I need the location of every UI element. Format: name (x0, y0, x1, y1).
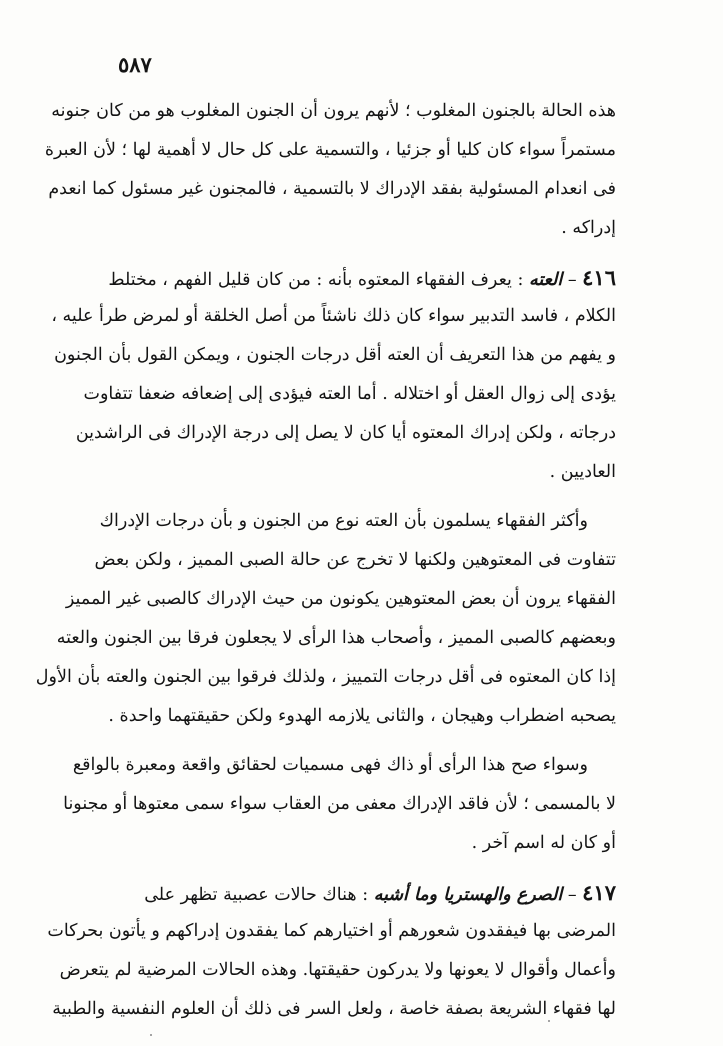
print-speck (150, 1034, 152, 1036)
text-line: وبعضهم كالصبى المميز ، وأصحاب هذا الرأى لا يجعلون فرقا بين الجنون والعته (56, 628, 616, 648)
text-line: و يفهم من هذا التعريف أن العته أقل درجات الجنون ، ويمكن القول بأن الجنون (54, 345, 616, 365)
section-heading-text: : هناك حالات عصبية تظهر على (144, 885, 369, 905)
text-line: درجاته ، ولكن إدراك المعتوه أيا كان لا يصل إلى درجة الإدراك فى الراشدين (75, 423, 616, 443)
text-line: إذا كان المعتوه فى أقل درجات التمييز ، ولذلك فرقوا بين الجنون والعته بأن الأول (35, 667, 616, 687)
section-term: العته (528, 270, 563, 290)
text-line: وأكثر الفقهاء يسلمون بأن العته نوع من الجنون و بأن درجات الإدراك (99, 511, 588, 531)
text-line: لها فقهاء الشريعة بصفة خاصة ، ولعل السر فى ذلك أن العلوم النفسية والطبية (52, 999, 616, 1019)
text-line: فى انعدام المسئولية بفقد الإدراك لا بالتسمية ، فالمجنون غير مسئول كما انعدم (48, 179, 616, 199)
text-line: أو كان له اسم آخر . (471, 833, 616, 853)
page-number: ٥٨٧ (118, 52, 152, 77)
print-speck (548, 1020, 550, 1022)
text-line: الفقهاء يرون أن بعض المعتوهين يكونون من حيث الإدراك كالصبى غير المميز (65, 589, 616, 609)
section-heading-line: ٤١٧ – الصرع والهستريا وما أشبه : هناك حالات عصبية تظهر على (144, 880, 616, 905)
text-line: هذه الحالة بالجنون المغلوب ؛ لأنهم يرون أن الجنون المغلوب هو من كان جنونه (51, 101, 616, 121)
text-line: العاديين . (549, 462, 616, 482)
section-heading-text: : يعرف الفقهاء المعتوه بأنه : من كان قليل الفهم ، مختلط (108, 270, 524, 290)
section-number: ٤١٧ (582, 880, 616, 905)
text-line: وسواء صح هذا الرأى أو ذاك فهى مسميات لحقائق واقعة ومعبرة بالواقع (72, 755, 588, 775)
text-line: الكلام ، فاسد التدبير سواء كان ذلك ناشئاً من أصل الخلقة أو لمرض طرأ عليه ، (51, 306, 616, 326)
text-line: إدراكه . (561, 218, 616, 238)
section-heading-line: ٤١٦ – العته : يعرف الفقهاء المعتوه بأنه : من كان قليل الفهم ، مختلط (108, 265, 616, 290)
text-line: مستمراً سواء كان كليا أو جزئيا ، والتسمية على كل حال لا أهمية لها ؛ لأن العبرة (44, 140, 616, 160)
text-line: لا بالمسمى ؛ لأن فاقد الإدراك معفى من العقاب سواء سمى معتوها أو مجنونا (63, 794, 616, 814)
page-text (35, 92, 616, 1029)
text-line: يؤدى إلى زوال العقل أو اختلاله . أما العته فيؤدى إلى إضعافه ضعفا تتفاوت (83, 384, 616, 404)
text-line: المرضى بها فيفقدون شعورهم أو اختيارهم كما يفقدون إدراكهم و يأتون بحركات (47, 921, 616, 941)
text-line: تتفاوت فى المعتوهين ولكنها لا تخرج عن حالة الصبى المميز ، ولكن بعض (94, 550, 616, 570)
text-line: يصحبه اضطراب وهيجان ، والثانى يلازمه الهدوء ولكن حقيقتهما واحدة . (108, 706, 616, 726)
text-line: وأعمال وأقوال لا يعونها ولا يدركون حقيقتها. وهذه الحالات المرضية لم يتعرض (59, 960, 616, 980)
section-term: الصرع والهستريا وما أشبه (373, 885, 563, 905)
section-number: ٤١٦ (582, 265, 616, 290)
